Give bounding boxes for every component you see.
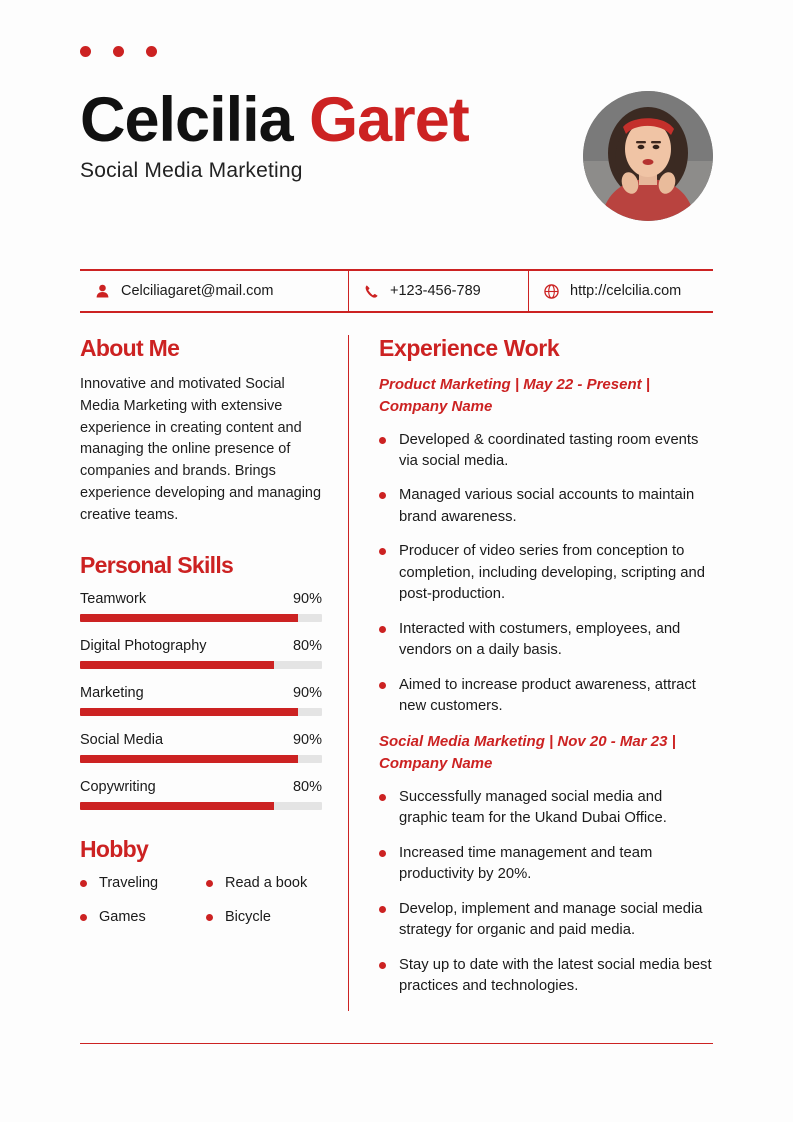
skill-bar-track bbox=[80, 755, 322, 763]
page-title bbox=[80, 87, 469, 153]
phone-icon bbox=[363, 284, 380, 299]
bullet-dot-icon bbox=[80, 914, 87, 921]
hobby-label: Traveling bbox=[99, 875, 159, 892]
dot-icon bbox=[146, 46, 157, 57]
bullet-text: Develop, implement and manage social media strategy for organic and paid media. bbox=[399, 900, 703, 939]
hobby-label: Read a book bbox=[225, 875, 308, 892]
list-item bbox=[379, 843, 713, 886]
about-title: About Me bbox=[80, 335, 180, 361]
skill-row bbox=[80, 685, 322, 716]
bullet-text: Developed & coordinated tasting room events via social media. bbox=[399, 431, 699, 469]
bullet-dot-icon bbox=[379, 906, 386, 913]
bullet-dot-icon bbox=[379, 962, 386, 969]
skill-value: 90% bbox=[292, 732, 322, 749]
skill-label: Marketing bbox=[80, 685, 144, 702]
job-bullets bbox=[379, 430, 713, 718]
bullet-dot-icon bbox=[379, 437, 386, 444]
experience-item bbox=[379, 731, 713, 997]
globe-icon bbox=[543, 284, 560, 299]
skill-label: Teamwork bbox=[80, 591, 147, 608]
list-item bbox=[379, 541, 713, 605]
skill-value: 80% bbox=[292, 638, 322, 655]
bullet-dot-icon bbox=[379, 850, 386, 857]
contact-website[interactable] bbox=[528, 271, 713, 311]
skill-bar-track bbox=[80, 802, 322, 810]
skill-row bbox=[80, 779, 322, 810]
dot-icon bbox=[113, 46, 124, 57]
skill-bar-track bbox=[80, 661, 322, 669]
bullet-dot-icon bbox=[379, 794, 386, 801]
skill-bar-track bbox=[80, 708, 322, 716]
bullet-dot-icon bbox=[206, 880, 213, 887]
column-divider bbox=[348, 335, 349, 1011]
skills-title: Personal Skills bbox=[80, 552, 234, 579]
bullet-dot-icon bbox=[379, 492, 386, 499]
skill-bar-track bbox=[80, 614, 322, 622]
hobby-title: Hobby bbox=[80, 836, 149, 863]
resume-body bbox=[80, 335, 713, 1011]
bullet-text: Increased time management and team productivity by 20%. bbox=[399, 844, 653, 883]
skill-value: 90% bbox=[292, 591, 322, 608]
bullet-dot-icon bbox=[379, 626, 386, 633]
skill-label: Digital Photography bbox=[80, 638, 207, 655]
bullet-text: Interacted with costumers, employees, and vendors on a daily basis. bbox=[399, 620, 681, 659]
contact-bar bbox=[80, 269, 713, 313]
right-column bbox=[379, 335, 713, 1011]
hobby-section bbox=[80, 836, 322, 925]
skill-label: Copywriting bbox=[80, 779, 156, 796]
skill-row bbox=[80, 732, 322, 763]
list-item bbox=[379, 675, 713, 718]
avatar-portrait-icon bbox=[583, 91, 713, 221]
bullet-text: Aimed to increase product awareness, attract new customers. bbox=[399, 676, 696, 715]
skill-value: 90% bbox=[292, 685, 322, 702]
hobby-label: Bicycle bbox=[225, 909, 271, 926]
list-item bbox=[206, 909, 322, 925]
about-section bbox=[80, 335, 322, 526]
bullet-dot-icon bbox=[379, 548, 386, 555]
skills-section bbox=[80, 552, 322, 810]
footer-rule bbox=[80, 1043, 713, 1044]
last-name: Garet bbox=[309, 85, 469, 155]
skill-bar-fill bbox=[80, 661, 274, 669]
list-item bbox=[379, 619, 713, 662]
job-bullets bbox=[379, 787, 713, 998]
name-block bbox=[80, 81, 469, 183]
dot-icon bbox=[80, 46, 91, 57]
bullet-text: Stay up to date with the latest social media best practices and technologies. bbox=[399, 956, 712, 995]
bullet-dot-icon bbox=[80, 880, 87, 887]
person-icon bbox=[94, 284, 111, 298]
skill-bar-fill bbox=[80, 708, 298, 716]
resume-header bbox=[80, 81, 713, 221]
list-item bbox=[379, 899, 713, 942]
skill-label: Social Media bbox=[80, 732, 164, 749]
skill-bar-fill bbox=[80, 614, 298, 622]
list-item bbox=[80, 875, 206, 891]
job-meta: Product Marketing | May 22 - Present | Company Name bbox=[379, 376, 650, 415]
bullet-text: Managed various social accounts to maintain brand awareness. bbox=[399, 487, 695, 525]
experience-title: Experience Work bbox=[379, 335, 560, 361]
skill-row bbox=[80, 591, 322, 622]
contact-website-text: http://celcilia.com bbox=[570, 283, 682, 299]
skill-row bbox=[80, 638, 322, 669]
skill-bar-fill bbox=[80, 755, 298, 763]
skill-value: 80% bbox=[292, 779, 322, 796]
about-text: Innovative and motivated Social Media Marketing with extensive experience in creating content and managing the online presence of companies and brands. Brings experience developing and managing creative teams. bbox=[80, 376, 322, 523]
decorative-dots bbox=[80, 0, 713, 57]
bullet-text: Successfully managed social media and graphic team for the Ukand Dubai Office. bbox=[399, 788, 667, 827]
bullet-dot-icon bbox=[379, 682, 386, 689]
contact-phone[interactable] bbox=[348, 271, 528, 311]
hobby-label: Games bbox=[99, 909, 146, 926]
contact-phone-text: +123-456-789 bbox=[390, 283, 481, 299]
job-meta: Social Media Marketing | Nov 20 - Mar 23 | Company Name bbox=[379, 733, 676, 773]
experience-item bbox=[379, 374, 713, 717]
list-item bbox=[379, 955, 713, 998]
list-item bbox=[379, 485, 713, 528]
skill-bar-fill bbox=[80, 802, 274, 810]
bullet-text: Producer of video series from conception to completion, including developing, scripting and post-production. bbox=[399, 543, 705, 603]
first-name: Celcilia bbox=[80, 85, 293, 155]
list-item bbox=[379, 430, 713, 473]
list-item bbox=[379, 787, 713, 830]
list-item bbox=[80, 909, 206, 925]
job-role: Social Media Marketing bbox=[80, 159, 303, 183]
contact-email[interactable] bbox=[80, 271, 348, 311]
list-item bbox=[206, 875, 322, 891]
contact-email-text: Celciliagaret@mail.com bbox=[121, 283, 274, 299]
left-column bbox=[80, 335, 348, 1011]
avatar bbox=[583, 91, 713, 221]
bullet-dot-icon bbox=[206, 914, 213, 921]
